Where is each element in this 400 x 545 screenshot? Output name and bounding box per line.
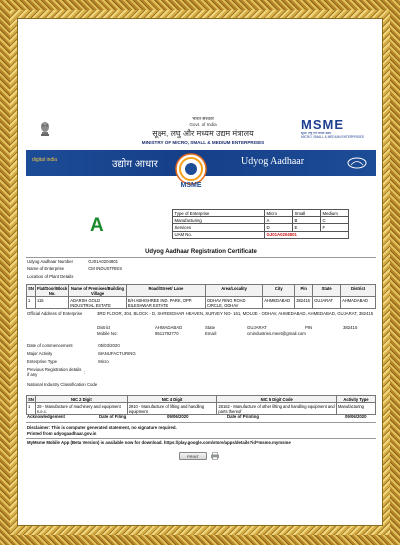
column-header: Area/Locality [205, 285, 262, 297]
commencement-value: 05/03/2020 [98, 343, 120, 348]
mobile-app-text: MyMsme Mobile App (Beta Version) is available now for download. https://play.google.com/store/apps/details?id=msme.mymsme [27, 440, 291, 445]
printing-date-label: Date of Printing [227, 414, 259, 419]
uan-label: Udyog Aadhaar Number [27, 259, 74, 264]
column-header: District [341, 285, 376, 297]
table-row [173, 224, 349, 231]
email-value: cmindustries.meet@gmail.com [247, 331, 306, 336]
divider [26, 422, 376, 423]
column-header: NIC 5 Digit Code [217, 396, 337, 403]
commencement-row [27, 344, 120, 349]
printer-icon[interactable] [211, 452, 219, 460]
msme-logo-sub-hindi: सूक्ष्म, लघु एवं मध्यम उद्यम [301, 131, 332, 135]
major-activity-value: MANUFACTURING [98, 351, 136, 356]
table-row [27, 285, 376, 297]
previous-registration-row [27, 368, 107, 378]
nic-code-label: National Industry Classification Code [27, 382, 98, 387]
table-cell: E [293, 224, 321, 231]
district-value: AHMADABAD [155, 325, 183, 330]
acknowledgement-row [27, 415, 377, 421]
ministry-title-block [128, 116, 278, 145]
column-header: Name of Premises/Building Village [69, 285, 127, 297]
table-cell: AHMEDABAD [263, 297, 295, 309]
filing-date-label: Date of Filing [99, 414, 127, 419]
column-header: SN [28, 396, 34, 402]
state-value: GUJARAT [247, 325, 267, 330]
column-header: Road/Street/ Lane [126, 285, 205, 297]
table-cell: Manufacturing [173, 217, 265, 224]
previous-registration-value: : [84, 370, 86, 375]
acknowledgement-label: Acknowledgement [27, 414, 65, 419]
seal-msme-text: MSME [180, 182, 202, 189]
table-cell: ADARSH GOLD INDUSTRIAL ESTATE [69, 297, 127, 309]
state-label: State [205, 325, 216, 330]
column-header: Pin [295, 285, 313, 297]
table-row [27, 297, 376, 309]
address-contact-block [97, 326, 377, 338]
contact-row [97, 332, 377, 338]
enterprise-category-letter: A [90, 215, 104, 236]
table-cell: Services [173, 224, 265, 231]
uam-number: GJ01A0204801 [265, 231, 349, 238]
table-cell: ODHAV RING ROAD CIRCLE, ODHAV [205, 297, 262, 309]
udyog-aadhaar-seal-icon [170, 152, 212, 190]
table-row [173, 210, 349, 217]
pin-label: PIN [305, 325, 313, 330]
digital-india-logo: digital india [32, 157, 58, 163]
certificate-title: Udyog Aadhaar Registration Certificate [145, 249, 257, 255]
column-header: SN [27, 285, 36, 297]
column-header: City [263, 285, 295, 297]
table-cell: 1 [27, 297, 36, 309]
enterprise-type-label: Enterprise Type [27, 359, 58, 364]
previous-registration-label: Previous Registration details if any [27, 367, 82, 377]
official-address-value: 3RD FLOOR, 304, BLOCK - D, SHREEDHAR HEAVEN, SURVEY NO- 161, MOUJE - ODHAV, AHMEDABAD, AHMEDABAD, GUJARAT, 382415 [97, 311, 374, 316]
major-activity-row [27, 352, 136, 357]
table-cell: GUJARAT [313, 297, 341, 309]
table-row [173, 217, 349, 224]
enterprise-name-value: CM INDUSTRIES [88, 266, 123, 271]
plant-location-table [26, 284, 376, 309]
table-cell: 28 - Manufacture of machinery and equipment n.e.c. [35, 403, 127, 415]
table-cell: 2910 - Manufacture of lifting and handling equipment [127, 403, 217, 415]
banner-title-hindi: उद्योग आधार [112, 159, 158, 170]
govt-hindi: भारत सरकार [192, 116, 214, 121]
table-cell: 1 [27, 403, 36, 415]
table-cell: AHMADABAD [341, 297, 376, 309]
enterprise-type-table [172, 209, 349, 239]
table-header-cell: Medium [321, 210, 349, 217]
table-row [173, 231, 349, 238]
printed-from-text: Printed from udyogaadhaar.gov.in [27, 431, 97, 436]
enterprise-name-label: Name of Enterprise [27, 266, 65, 271]
mobile-value: 9511792770 [155, 331, 179, 336]
column-header: NIC 2 Digit [35, 396, 127, 403]
printing-date-value: 09/06/2020 [345, 414, 367, 419]
msme-logo [301, 118, 366, 140]
table-cell: C [321, 217, 349, 224]
table-cell: B/H ABHISHREE IND. PARK, OPP. BILESHWAR ESTATE [126, 297, 205, 309]
column-header: Activity Type [337, 396, 376, 403]
uam-label: UAM No. [173, 231, 265, 238]
banner-title-english: Udyog Aadhaar [241, 156, 305, 167]
enterprise-type-row [27, 360, 109, 365]
table-header-cell: Micro [265, 210, 293, 217]
certificate-paper [17, 18, 383, 526]
table-cell: Manufacturing [337, 403, 376, 415]
table-row [27, 403, 376, 415]
column-header: Flat/Door/Block No. [36, 285, 68, 296]
column-header: NIC 4 Digit [127, 396, 217, 403]
table-header-cell: Small [293, 210, 321, 217]
divider [26, 257, 376, 258]
filing-date-value: 09/06/2020 [167, 414, 189, 419]
mobile-label: Mobile No: [97, 331, 118, 336]
print-button[interactable] [179, 452, 207, 460]
table-header-cell: Type of Enterprise [173, 210, 265, 217]
enterprise-name-row [27, 267, 122, 272]
national-emblem-icon [38, 119, 52, 139]
table-cell: 28162 - Manufacture of other lifting and handling equipment and parts thereof [218, 403, 335, 414]
uan-value: GJ01A0204801 [88, 259, 119, 264]
lion-emblem-icon [346, 156, 368, 170]
table-cell: 115 [35, 297, 68, 309]
official-address-label: Official Address of Enterprise [27, 311, 83, 316]
uan-row [27, 260, 118, 265]
commencement-label: Date of commencement [27, 343, 73, 348]
district-label: District [97, 325, 111, 330]
table-cell: B [293, 217, 321, 224]
table-cell: F [321, 224, 349, 231]
table-cell: 382415 [295, 297, 313, 309]
print-button-label: PRINT [187, 454, 199, 459]
column-header: State [313, 285, 341, 297]
table-cell: D [265, 224, 293, 231]
msme-logo-sub-english: MICRO, SMALL & MEDIUM ENTERPRISES [301, 135, 364, 139]
nic-code-table [26, 395, 376, 415]
disclaimer-text: Disclaimer: This is computer generated statement, no signature required. [27, 425, 177, 430]
msme-logo-mark: MSME [301, 117, 344, 132]
govt-english: Govt. of India [189, 122, 217, 127]
ministry-hindi: सूक्ष्म, लघु और मध्यम उद्यम मंत्रालय [152, 129, 254, 138]
enterprise-type-value: Micro [98, 359, 109, 364]
table-row [27, 396, 376, 403]
plant-location-label: Location of Plant Details [27, 274, 74, 279]
major-activity-label: Major Activity [27, 351, 53, 356]
email-label: Email: [205, 331, 217, 336]
divider [26, 438, 376, 439]
ministry-english: MINISTRY OF MICRO, SMALL & MEDIUM ENTERPRISES [141, 140, 265, 145]
table-cell: A [265, 217, 293, 224]
pin-value: 382415 [343, 325, 358, 330]
